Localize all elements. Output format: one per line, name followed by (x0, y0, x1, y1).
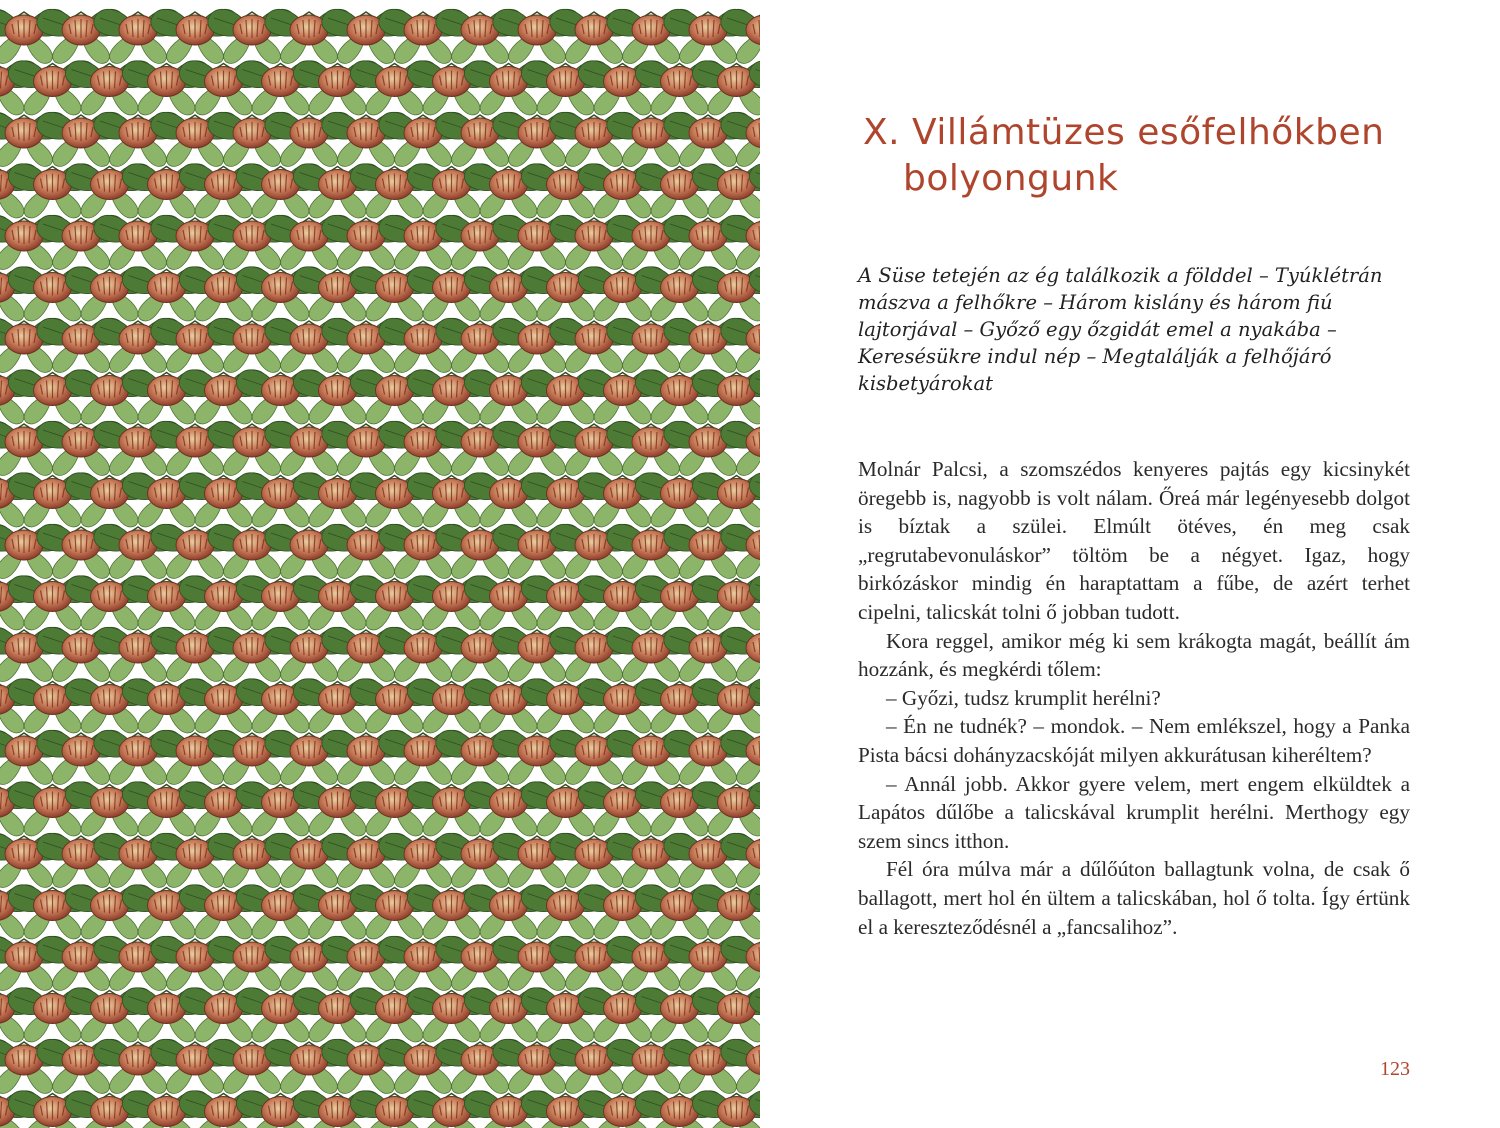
right-page-text (760, 0, 1500, 1128)
paragraph-6: Fél óra múlva már a dűlőúton ballagtunk volna, de csak ő ballagott, mert hol én ültem a talicskában, hol ő tolta. Így értünk el a kereszteződésnél a „fancsalihoz”. (858, 857, 1410, 939)
paragraph-3: – Győzi, tudsz krumplit herélni? (886, 685, 1161, 710)
paragraph-1: Molnár Palcsi, a szomszédos kenyeres pajtás egy kicsinykét öregebb is, nagyobb is volt nálam. Őreá már legényesebb dolgot is bíztak a szülei. Elmúlt ötéves, én meg csak „regrutabevonuláskor” töltöm be a négyet. Igaz, hogy birkózáskor mindig én haraptattam a fűbe, de azért terhet cipelni, talicskát tolni ő jobban tudott. (858, 457, 1410, 624)
page-number: 123 (1380, 1058, 1410, 1080)
strawberry-motif (692, 1091, 760, 1128)
paragraph-4: – Én ne tudnék? – mondok. – Nem emlékszel, hogy a Panka Pista bácsi dohányzacskóját milyen akkurátusan kiheréltem? (858, 714, 1410, 767)
chapter-title (863, 110, 1423, 202)
paragraph-5: – Annál jobb. Akkor gyere velem, mert engem elküldtek a Lapátos dűlőbe a talicskával krumplit herélni. Merthogy egy szem sincs itthon. (858, 771, 1410, 853)
chapter-summary: A Süse tetején az ég találkozik a földdel – Tyúklétrán mászva a felhőkre – Három kislány és három fiú lajtorjával – Győző egy őzgidát emel a nyakába – Keresésükre indul nép – Megtalálják a felhőjáró kisbetyárokat (858, 264, 1383, 395)
paragraph-2: Kora reggel, amikor még ki sem krákogta magát, beállít ám hozzánk, és megkérdi tőlem: (858, 628, 1410, 682)
chapter-title-line1: X. Villámtüzes esőfelhőkben (863, 112, 1385, 153)
chapter-body (858, 455, 1410, 941)
chapter-title-line2: bolyongunk (903, 158, 1119, 199)
